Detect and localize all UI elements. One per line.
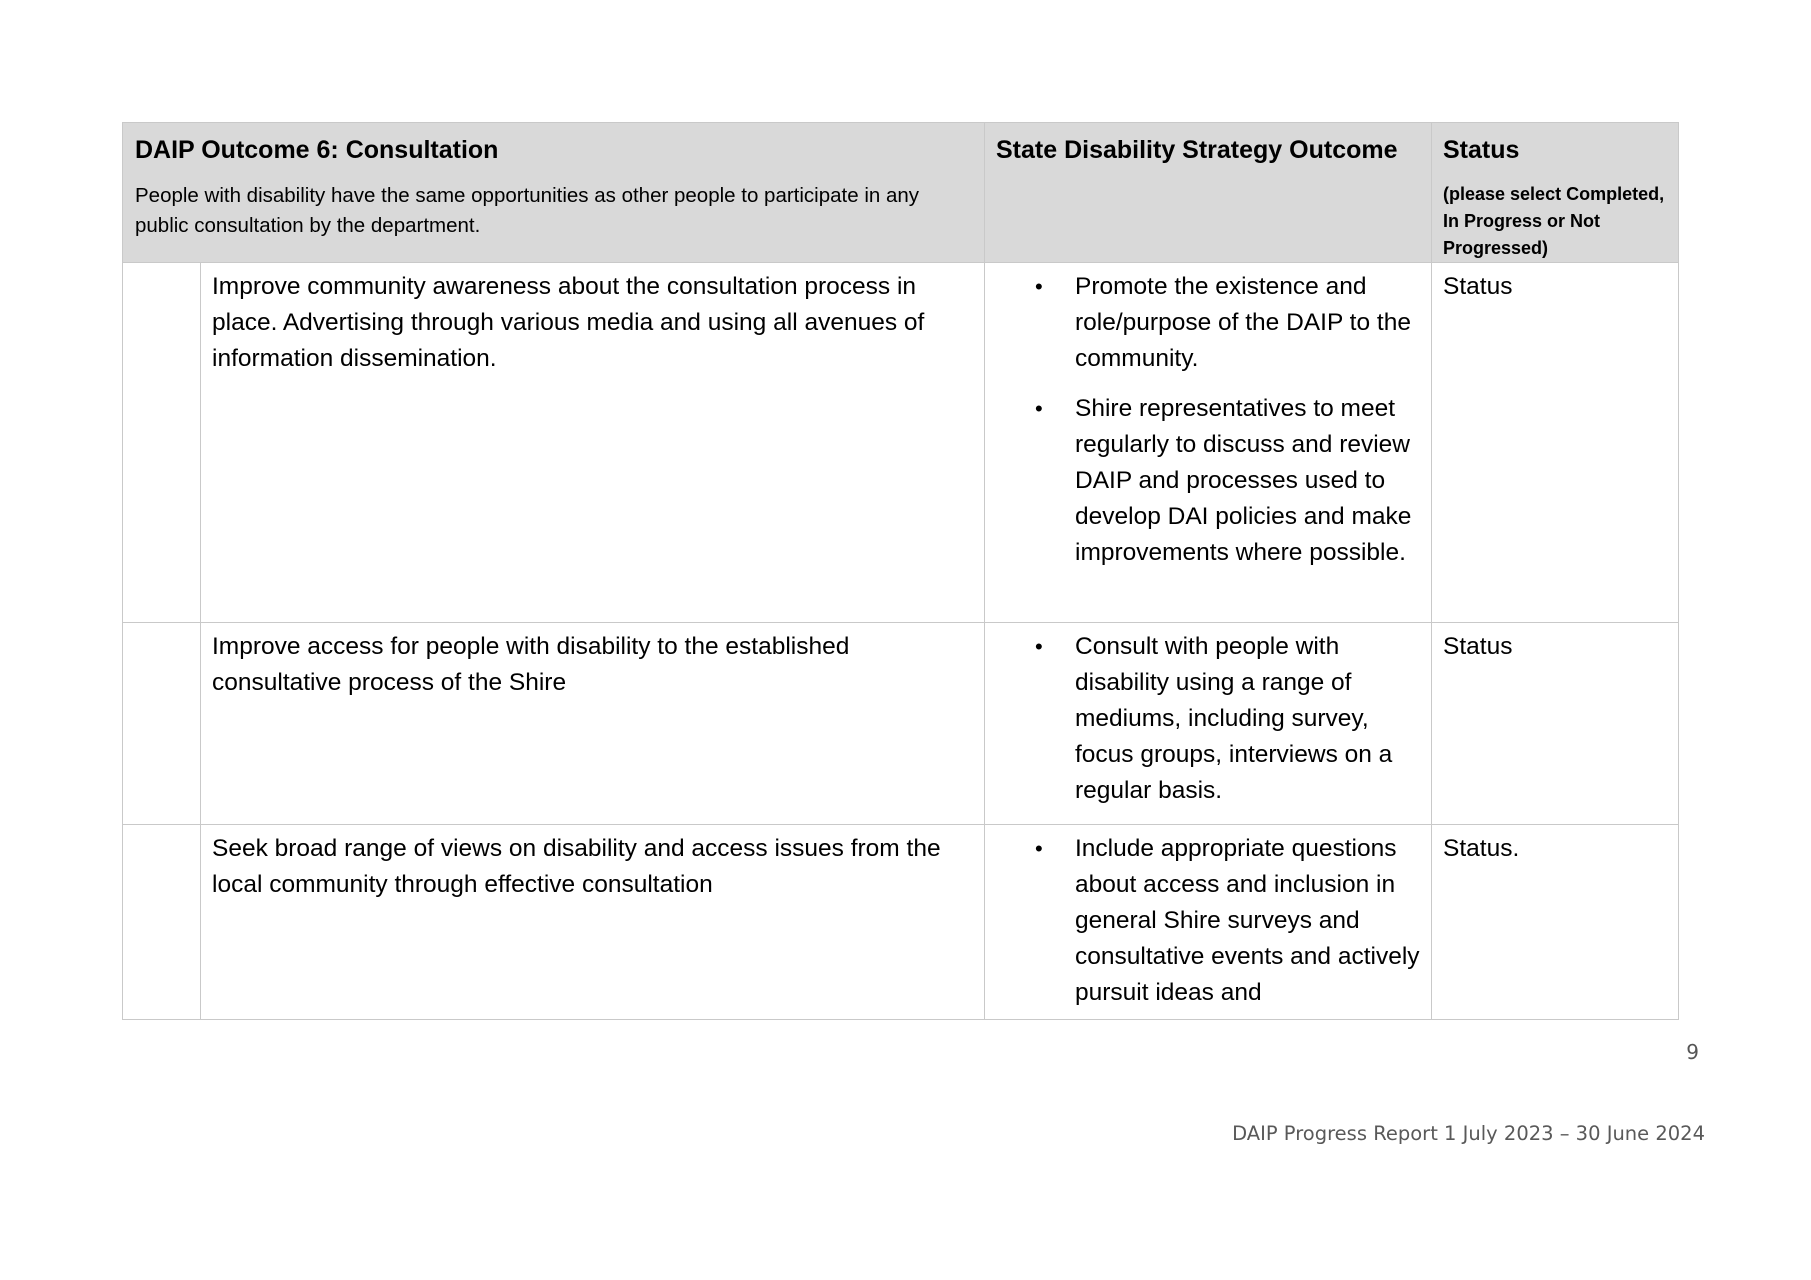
table-header-row bbox=[123, 123, 1679, 263]
strategy-cell bbox=[985, 263, 1432, 623]
page-footer: DAIP Progress Report 1 July 2023 – 30 June 2024 bbox=[1232, 1122, 1705, 1145]
action-cell: Improve access for people with disability to the established consultative process of the Shire bbox=[201, 623, 985, 825]
strategy-cell bbox=[985, 825, 1432, 1020]
daip-outcome-table bbox=[122, 122, 1679, 1020]
strategy-list bbox=[985, 831, 1421, 1011]
list-item bbox=[985, 269, 1421, 377]
strategy-text: Promote the existence and role/purpose of the DAIP to the community. bbox=[1075, 273, 1411, 372]
strategy-text: Shire representatives to meet regularly to discuss and review DAIP and processes used to develop DAI policies and make improvements where possible. bbox=[1075, 395, 1412, 566]
row-index-cell bbox=[123, 263, 201, 623]
strategy-list bbox=[985, 269, 1421, 571]
list-item bbox=[985, 629, 1421, 809]
status-cell[interactable]: Status bbox=[1432, 263, 1679, 623]
action-cell: Seek broad range of views on disability and access issues from the local community through effective consultation bbox=[201, 825, 985, 1020]
table-row bbox=[123, 263, 1679, 623]
row-index-cell bbox=[123, 623, 201, 825]
list-item bbox=[985, 391, 1421, 571]
strategy-header-title: State Disability Strategy Outcome bbox=[996, 136, 1398, 164]
action-cell: Improve community awareness about the consultation process in place. Advertising through various media and using all avenues of information dissemination. bbox=[201, 263, 985, 623]
status-header-cell bbox=[1432, 123, 1679, 263]
outcome-header-cell bbox=[123, 123, 985, 263]
strategy-text: Include appropriate questions about access and inclusion in general Shire surveys and consultative events and actively pursuit ideas and bbox=[1075, 835, 1420, 1006]
outcome-description: People with disability have the same opportunities as other people to participate in any public consultation by the department. bbox=[135, 184, 920, 237]
strategy-cell bbox=[985, 623, 1432, 825]
status-header-note: (please select Completed, In Progress or Not Progressed) bbox=[1443, 184, 1665, 258]
outcome-title: DAIP Outcome 6: Consultation bbox=[135, 136, 499, 164]
bullet-icon: • bbox=[1035, 634, 1043, 659]
list-item bbox=[985, 831, 1421, 1011]
page-number: 9 bbox=[1686, 1040, 1699, 1064]
status-cell[interactable]: Status bbox=[1432, 623, 1679, 825]
strategy-text: Consult with people with disability using a range of mediums, including survey, focus groups, interviews on a regular basis. bbox=[1075, 633, 1393, 804]
strategy-list bbox=[985, 629, 1421, 809]
status-cell[interactable]: Status. bbox=[1432, 825, 1679, 1020]
status-header-title: Status bbox=[1443, 136, 1520, 164]
bullet-icon: • bbox=[1035, 396, 1043, 421]
bullet-icon: • bbox=[1035, 274, 1043, 299]
strategy-header-cell bbox=[985, 123, 1432, 263]
row-index-cell bbox=[123, 825, 201, 1020]
table-row bbox=[123, 825, 1679, 1020]
table-row bbox=[123, 623, 1679, 825]
bullet-icon: • bbox=[1035, 836, 1043, 861]
